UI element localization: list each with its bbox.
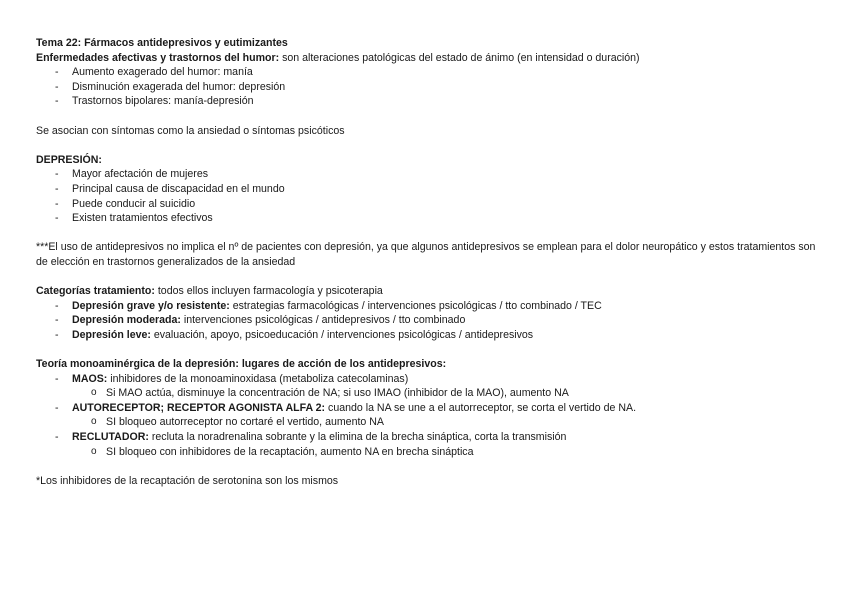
- categorias-label: Categorías tratamiento:: [36, 285, 155, 298]
- list-item: - AUTORECEPTOR; RECEPTOR AGONISTA ALFA 2: cuando la NA se une a el autorreceptor, se corta el vertido de NA.: [36, 401, 816, 416]
- enfermedades-definition: [36, 51, 816, 66]
- list-item: - Existen tratamientos efectivos: [36, 211, 816, 226]
- categorias-text: todos ellos incluyen farmacología y psicoterapia: [154, 285, 383, 298]
- list-item: - Trastornos bipolares: manía-depresión: [36, 94, 816, 109]
- list-item: - Depresión moderada: intervenciones psicológicas / antidepresivos / tto combinado: [36, 313, 816, 328]
- asociacion-text: Se asocian con síntomas como la ansiedad o síntomas psicóticos: [36, 124, 345, 137]
- list-item: - RECLUTADOR: recluta la noradrenalina sobrante y la elimina de la brecha sináptica, corta la transmisión: [36, 430, 816, 445]
- enfermedades-text: son alteraciones patológicas del estado de ánimo (en intensidad o duración): [279, 51, 640, 64]
- list-item: - Aumento exagerado del humor: manía: [36, 65, 816, 80]
- teoria-heading: Teoría monoaminérgica de la depresión: lugares de acción de los antidepresivos:: [36, 358, 447, 371]
- depresion-heading: DEPRESIÓN:: [36, 153, 102, 166]
- document-content: [36, 36, 816, 488]
- sub-list-item: o SI bloqueo con inhibidores de la recaptación, aumento NA en brecha sináptica: [36, 445, 816, 460]
- list-item: - Depresión leve: evaluación, apoyo, psicoeducación / intervenciones psicológicas / antidepresivos: [36, 328, 816, 343]
- nota-serotonina: *Los inhibidores de la recaptación de serotonina son los mismos: [36, 474, 339, 487]
- list-item: - Principal causa de discapacidad en el mundo: [36, 182, 816, 197]
- list-item: - Disminución exagerada del humor: depresión: [36, 80, 816, 95]
- list-item: - Puede conducir al suicidio: [36, 197, 816, 212]
- list-item: - Mayor afectación de mujeres: [36, 167, 816, 182]
- categorias-tratamiento: [36, 284, 816, 299]
- document-title: Tema 22: Fármacos antidepresivos y eutimizantes: [36, 37, 288, 49]
- sub-list-item: o Si MAO actúa, disminuye la concentración de NA; si uso IMAO (inhibidor de la MAO), aumento NA: [36, 386, 816, 401]
- nota-antidepresivos: ***El uso de antidepresivos no implica el nº de pacientes con depresión, ya que algunos antidepresivos se emplean para el dolor neuropático y estos tratamientos son de elección en trastornos generalizados de la ansiedad: [36, 241, 816, 268]
- sub-list-item: o SI bloqueo autorreceptor no cortaré el vertido, aumento NA: [36, 415, 816, 430]
- enfermedades-label: Enfermedades afectivas y trastornos del humor:: [36, 51, 280, 64]
- list-item: - Depresión grave y/o resistente: estrategias farmacológicas / intervenciones psicológicas / tto combinado / TEC: [36, 299, 816, 314]
- list-item: - MAOS: inhibidores de la monoaminoxidasa (metaboliza catecolaminas): [36, 372, 816, 387]
